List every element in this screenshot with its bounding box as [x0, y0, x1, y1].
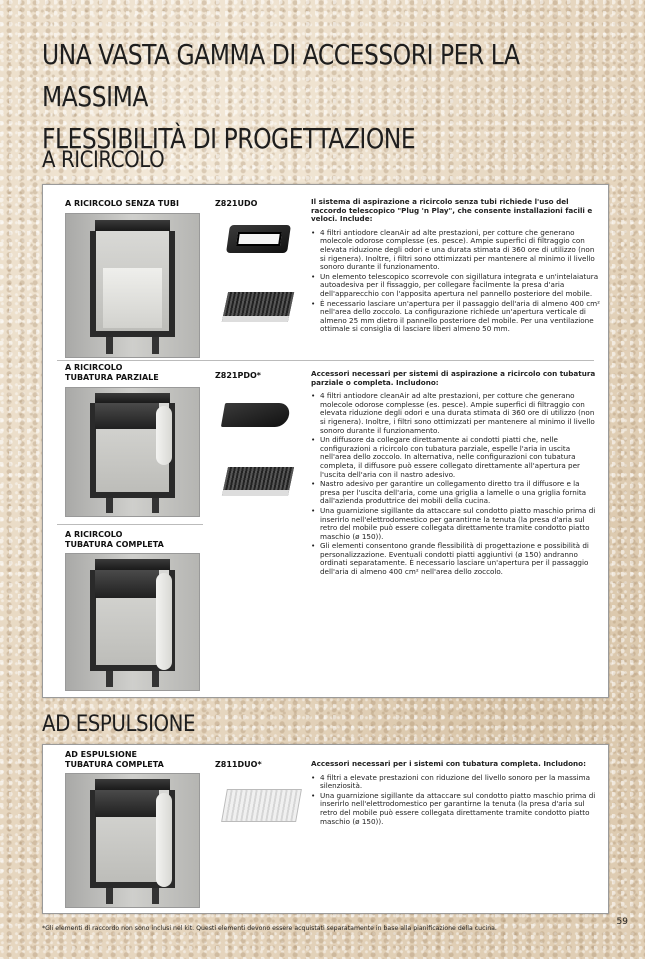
- variant-label-line-1: A RICIRCOLO: [65, 363, 123, 372]
- cabinet-image-full-ducting: [65, 553, 200, 691]
- cabinet-image-partial-ducting: [65, 387, 200, 517]
- variant-label-line-2: TUBATURA PARZIALE: [65, 373, 159, 382]
- section-heading-recirculation: A RICIRCOLO: [42, 148, 165, 173]
- description-intro: Il sistema di aspirazione a ricircolo senza tubi richiede l'uso del raccordo telescopico "Plug 'n Play", che consente installazioni facili e veloci. Include:: [311, 197, 593, 224]
- list-item: • Una guarnizione sigillante da attaccare sul condotto piatto maschio prima di inserirlo nell'elettrodomestico per garantirne la tenuta (la presa d'aria sul retro del mobile può essere collegata direttamente tramite condotto piatto maschio (ø 150)).: [311, 507, 601, 541]
- diffuser-image: [215, 385, 299, 445]
- variant-label-line-2: TUBATURA COMPLETA: [65, 540, 164, 549]
- list-item: • Una guarnizione sigillante da attaccare sul condotto piatto maschio prima di inserirlo nell'elettrodomestico per garantirne la tenuta (la presa d'aria sul retro del mobile può essere collegata direttamente tramite condotto piatto maschio (ø 150)).: [311, 792, 601, 826]
- variant-label-partial-ducting: [65, 363, 159, 383]
- cabinet-image-no-ducts: [65, 213, 200, 358]
- description-intro: Accessori necessari per i sistemi con tubatura completa. Includono:: [311, 759, 586, 768]
- footnote: *Gli elementi di raccordo non sono inclusi nel kit. Questi elementi devono essere acquistati separatamente in base alla pianificazione della cucina.: [42, 925, 497, 932]
- description-exhaust: [311, 760, 601, 827]
- list-item: • 4 filtri a elevate prestazioni con riduzione del livello sonoro per la massima silenziosità.: [311, 774, 601, 791]
- feature-list: [311, 392, 601, 576]
- list-item: • È necessario lasciare un'apertura per il passaggio dell'aria di almeno 400 cm² nell'area dello zoccolo. La configurazione richiede un'apertura verticale di almeno 25 mm dietro il pannello posteriore del mobile. Per una ventilazione ottimale si consiglia di lasciare liberi almeno 50 mm.: [311, 300, 601, 334]
- product-code-z821udo: Z821UDO: [215, 199, 258, 208]
- high-performance-filter-image: [215, 771, 307, 837]
- description-intro: Accessori necessari per sistemi di aspirazione a ricircolo con tubatura parziale o completa. Includono:: [311, 369, 596, 387]
- variant-label-exhaust-full-ducting: [65, 750, 164, 770]
- list-item: • 4 filtri antiodore cleanAir ad alte prestazioni, per cotture che generano molecole odorose complesse (es. pesce). Ampie superfici di filtraggio con elevata riduzione degli odori e una durata stimata di 360 ore di utilizzo (non si rigenera). Inoltre, i filtri sono ottimizzati per mantenere al minimo il livello sonoro durante il funzionamento.: [311, 229, 601, 272]
- variant-label-no-ducts: A RICIRCOLO SENZA TUBI: [65, 199, 179, 208]
- variant-label-full-ducting: [65, 530, 164, 550]
- variant-label-line-1: AD ESPULSIONE: [65, 750, 137, 759]
- list-item: • Un elemento telescopico scorrevole con sigillatura integrata e un'intelaiatura autoadesiva per il fissaggio, per collegare facilmente la presa d'aria dell'apparecchio con l'apposita apertura nel pannello posteriore del mobile.: [311, 273, 601, 299]
- exhaust-panel: [42, 744, 609, 914]
- cabinet-image-exhaust: [65, 773, 200, 908]
- variant-label-line-1: A RICIRCOLO: [65, 530, 123, 539]
- page-title-line-1: UNA VASTA GAMMA DI ACCESSORI PER LA MASSIMA: [42, 38, 520, 113]
- variant-label-line-2: TUBATURA COMPLETA: [65, 760, 164, 769]
- carbon-filter-image: [215, 449, 299, 509]
- feature-list: [311, 229, 601, 334]
- list-item: • 4 filtri antiodore cleanAir ad alte prestazioni, per cotture che generano molecole odorose complesse (es. pesce). Ampie superfici di filtraggio con elevata riduzione degli odori e una durata stimata di 360 ore di utilizzo (non si rigenera). Inoltre, i filtri sono ottimizzati per mantenere al minimo il livello sonoro durante il funzionamento.: [311, 392, 601, 435]
- list-item: • Nastro adesivo per garantire un collegamento diretto tra il diffusore e la presa per l'uscita dell'aria, come una griglia a lamelle o una griglia fornita dall'azienda produttrice dei mobili della cucina.: [311, 480, 601, 506]
- list-item: • Un diffusore da collegare direttamente ai condotti piatti che, nelle configurazioni a ricircolo con tubatura parziale, espelle l'aria in uscita nell'area dello zoccolo. In alternativa, nelle configurazioni con tubatura completa, il diffusore può essere collegato direttamente all'apertura per l'uscita dell'aria con il nastro adesivo.: [311, 436, 601, 479]
- list-item: • Gli elementi consentono grande flessibilità di progettazione e possibilità di personalizzazione. Eventuali condotti piatti aggiuntivi (ø 150) andranno ordinati separatamente. È necessario lasciare un'apertura per il passaggio dell'aria di almeno 400 cm² nell'area dello zoccolo.: [311, 542, 601, 576]
- feature-list: [311, 774, 601, 827]
- telescopic-connector-image: [215, 211, 299, 267]
- recirculation-panel: [42, 184, 609, 698]
- product-code-z821pdo: Z821PDO*: [215, 371, 261, 380]
- page-title-line-2: FLESSIBILITÀ DI PROGETTAZIONE: [42, 122, 416, 155]
- description-partial-ducting: [311, 370, 601, 578]
- divider: [57, 524, 203, 525]
- page-number: 59: [616, 917, 628, 927]
- divider: [57, 360, 594, 361]
- page-title: [42, 34, 581, 160]
- section-heading-exhaust: AD ESPULSIONE: [42, 712, 196, 737]
- product-code-z811duo: Z811DUO*: [215, 760, 262, 769]
- carbon-filter-image: [215, 273, 299, 335]
- description-no-ducts: [311, 198, 601, 335]
